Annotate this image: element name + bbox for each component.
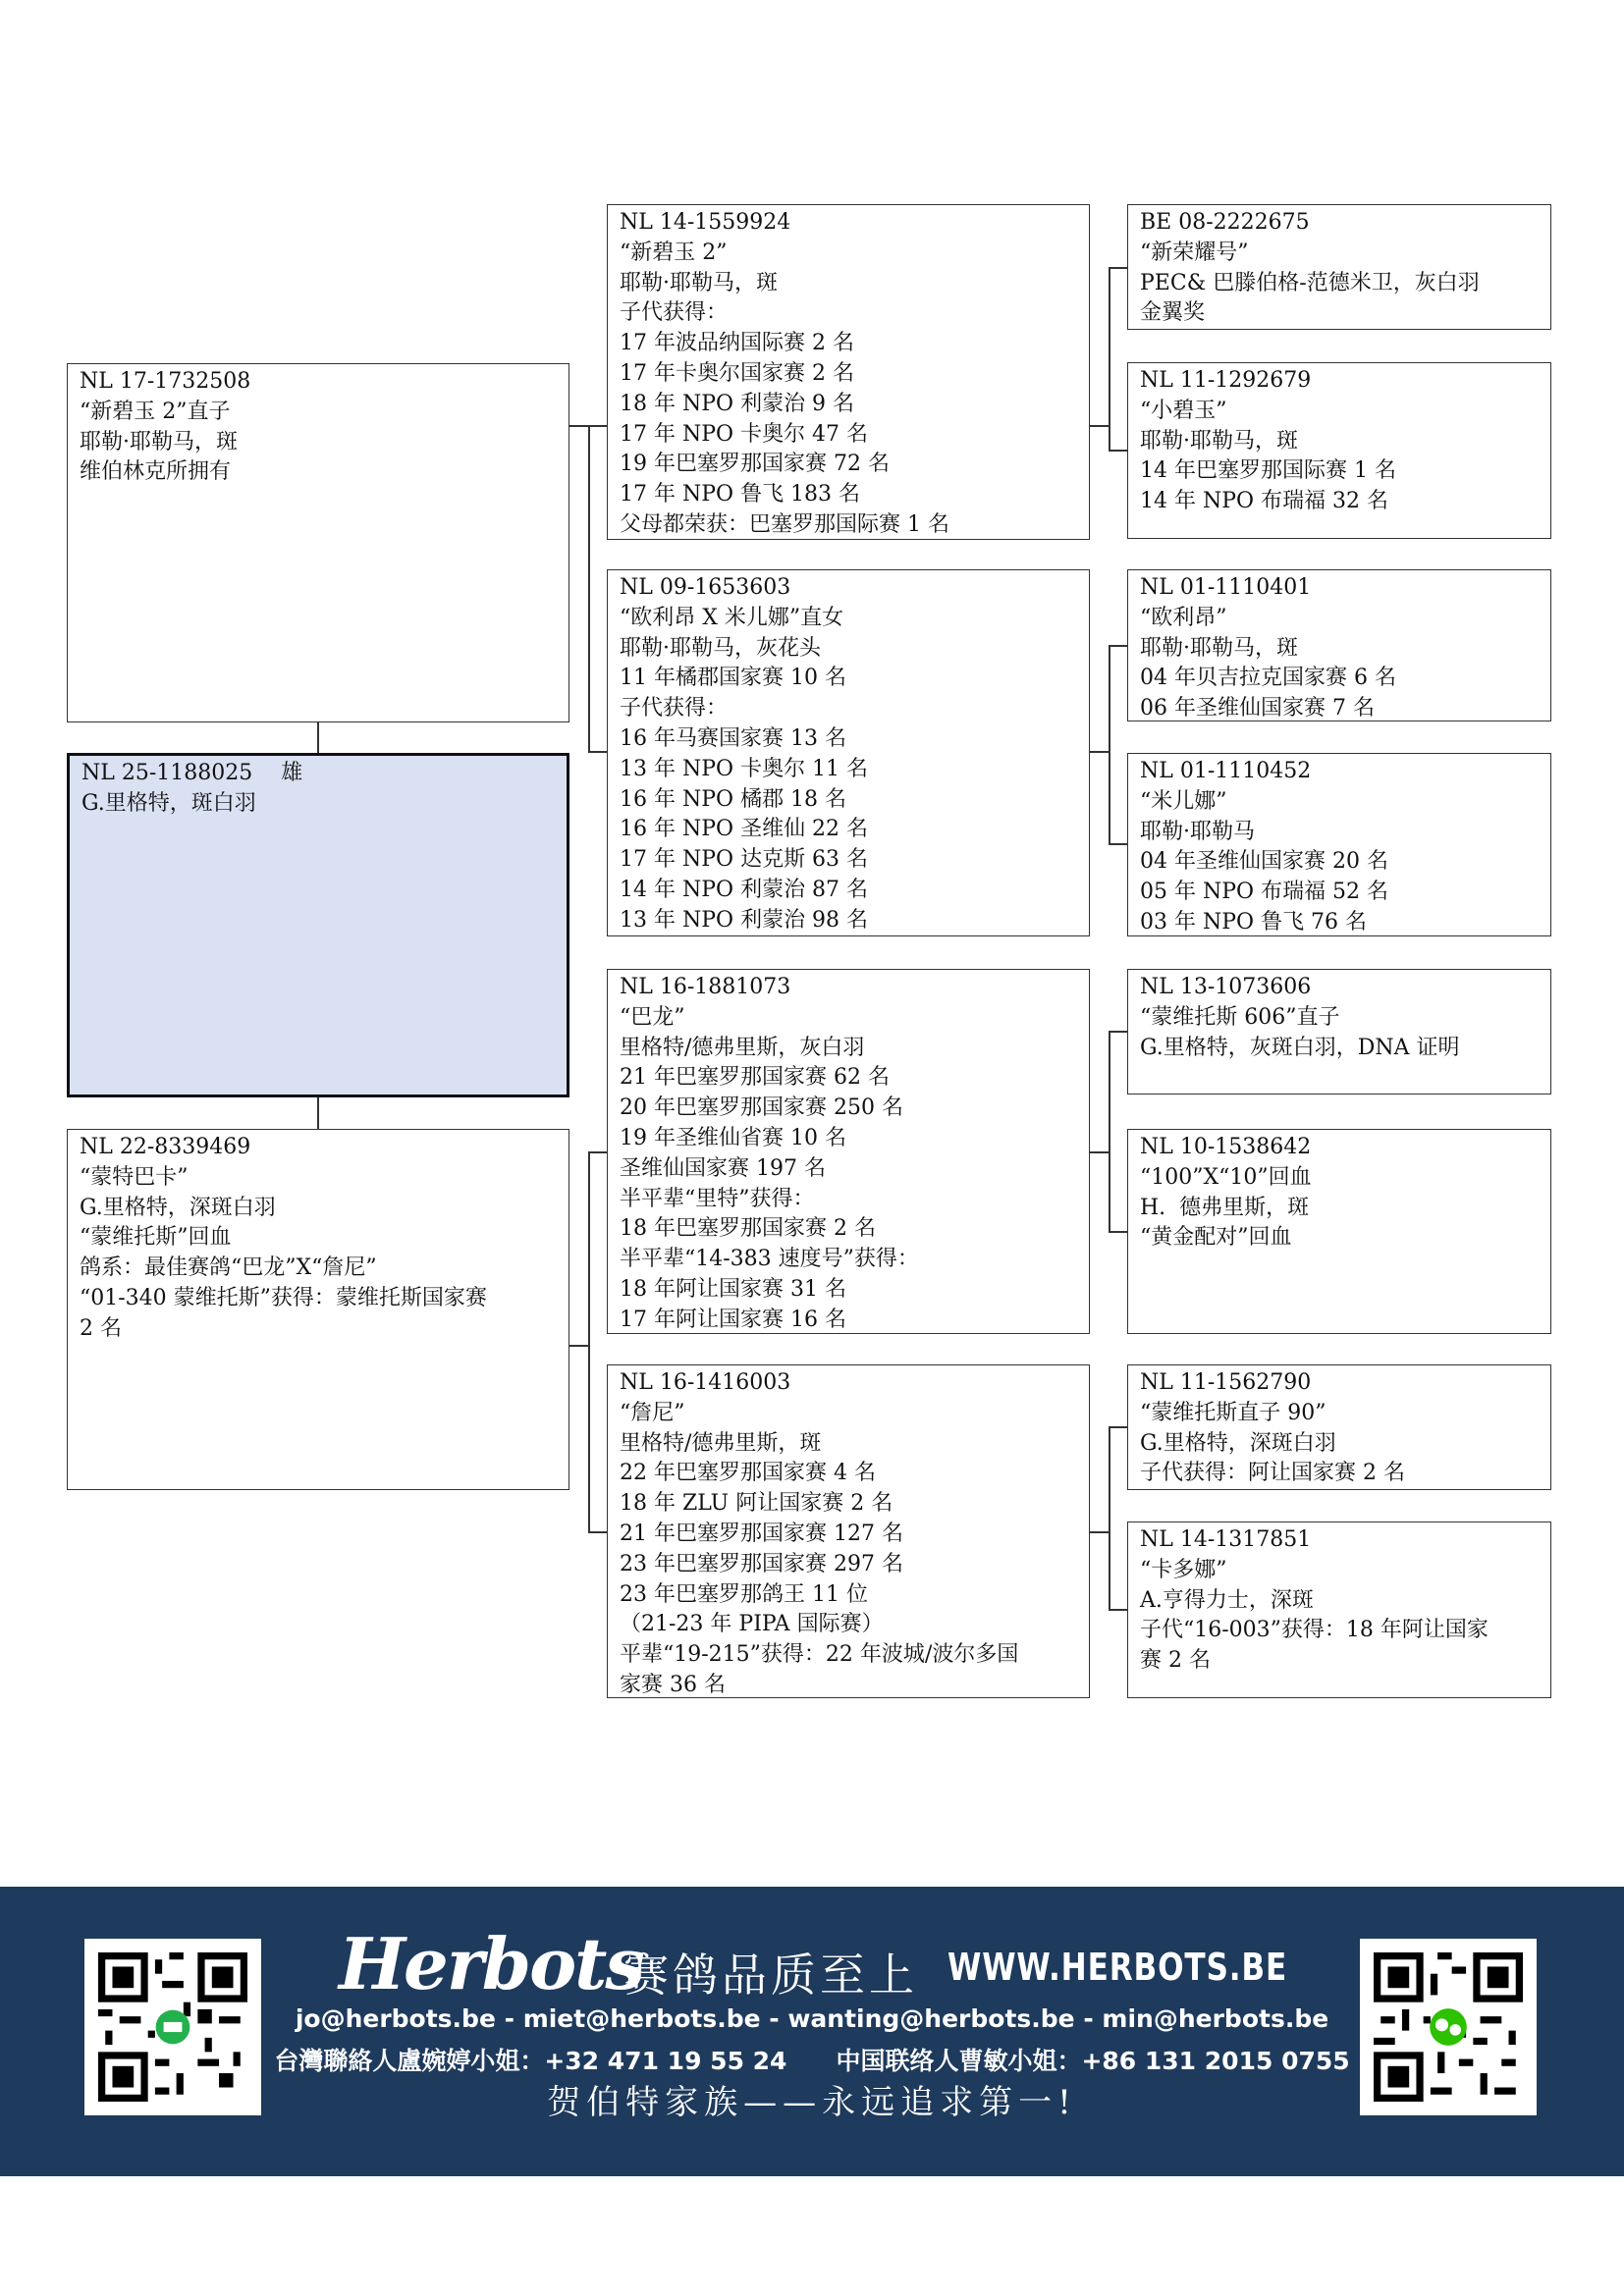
- ring-number: NL 17-1732508: [80, 369, 251, 394]
- pedigree-line: “100”X“10”回血: [1140, 1164, 1312, 1190]
- great-grandparent-card-7: [1127, 1364, 1551, 1490]
- connector-ds-to-g6: [1109, 1231, 1127, 1233]
- pedigree-line: 03 年 NPO 鲁飞 76 名: [1140, 909, 1368, 934]
- pedigree-line: “新碧玉 2”: [620, 240, 728, 265]
- great-grandparent-card-2: [1127, 362, 1551, 539]
- pedigree-line: 耶勒·耶勒马，斑: [1140, 428, 1298, 454]
- great-grandparent-card-6: [1127, 1129, 1551, 1334]
- footer-banner: [0, 1887, 1624, 2176]
- pedigree-line: 里格特/德弗里斯，灰白羽: [620, 1035, 865, 1060]
- connector-ss-to-g1: [1109, 267, 1127, 269]
- pedigree-line: 耶勒·耶勒马，斑: [620, 270, 778, 295]
- pedigree-line: 06 年圣维仙国家赛 7 名: [1140, 696, 1375, 721]
- pedigree-line: 18 年巴塞罗那国家赛 2 名: [620, 1216, 876, 1242]
- sire-card: [67, 363, 569, 722]
- pedigree-line: 16 年 NPO 圣维仙 22 名: [620, 817, 869, 842]
- pedigree-line: 耶勒·耶勒马，斑: [1140, 635, 1298, 661]
- connector-sd-h: [1090, 751, 1110, 753]
- connector-ds-v: [1109, 1031, 1110, 1233]
- pedigree-line: 半平辈“里特”获得：: [620, 1186, 815, 1211]
- connector-ss-to-g2: [1109, 450, 1127, 452]
- pedigree-line: “黄金配对”回血: [1140, 1225, 1292, 1251]
- pedigree-line: “小碧玉”: [1140, 398, 1227, 423]
- connector-dam-h: [569, 1345, 589, 1347]
- pedigree-line: 金翼奖: [1140, 300, 1206, 326]
- great-grandparent-card-8: [1127, 1522, 1551, 1698]
- pedigree-line: 05 年 NPO 布瑞福 52 名: [1140, 880, 1389, 905]
- pedigree-line: G.里格特，深斑白羽: [1140, 1430, 1336, 1456]
- connector-dd-to-g7: [1109, 1426, 1127, 1428]
- ring-number: NL 14-1317851: [1140, 1527, 1312, 1552]
- pedigree-line: “卡多娜”: [1140, 1557, 1227, 1582]
- pedigree-line: G.里格特，深斑白羽: [80, 1195, 276, 1220]
- subject-card: [67, 753, 569, 1097]
- connector-sd-to-g3: [1109, 645, 1127, 647]
- pedigree-line: 17 年 NPO 达克斯 63 名: [620, 847, 869, 873]
- sire-sire-card: [607, 204, 1090, 540]
- brand-row: [339, 1922, 1288, 2005]
- connector-dam-to-ds: [588, 1151, 607, 1153]
- connector-ds-to-g5: [1109, 1031, 1127, 1033]
- pedigree-line: 14 年巴塞罗那国际赛 1 名: [1140, 458, 1396, 484]
- pedigree-line: 鸽系：最佳赛鸽“巴龙”X“詹尼”: [80, 1255, 377, 1281]
- pedigree-line: “蒙特巴卡”: [80, 1164, 189, 1190]
- connector-dd-to-g8: [1109, 1609, 1127, 1611]
- connector-sire-v: [588, 425, 590, 752]
- pedigree-line: 维伯林克所拥有: [80, 459, 232, 485]
- pedigree-line: “巴龙”: [620, 1004, 685, 1030]
- pedigree-line: 17 年阿让国家赛 16 名: [620, 1307, 846, 1332]
- ring-number: NL 10-1538642: [1140, 1135, 1312, 1159]
- pedigree-line: 2 名: [80, 1315, 122, 1341]
- great-grandparent-card-3: [1127, 569, 1551, 721]
- connector-dd-v: [1109, 1426, 1110, 1611]
- connector-sire-subject: [317, 722, 319, 753]
- pedigree-line: G.里格特，斑白羽: [81, 790, 256, 816]
- pedigree-line: 耶勒·耶勒马，斑: [80, 429, 238, 454]
- pedigree-line: PEC& 巴滕伯格-范德米卫，灰白羽: [1140, 270, 1480, 295]
- great-grandparent-card-5: [1127, 969, 1551, 1095]
- sire-dam-card: [607, 569, 1090, 936]
- pedigree-line: “欧利昂”: [1140, 605, 1227, 630]
- pedigree-line: 耶勒·耶勒马: [1140, 819, 1255, 844]
- connector-sire-to-sd: [588, 751, 607, 753]
- pedigree-line: “蒙维托斯”回血: [80, 1225, 232, 1251]
- pedigree-line: A.亨得力士，深斑: [1140, 1587, 1314, 1613]
- family-slogan: 贺伯特家族——永远追求第一!: [547, 2083, 1077, 2122]
- pedigree-line: 子代获得：: [620, 696, 729, 721]
- connector-sd-to-g4: [1109, 843, 1127, 845]
- pedigree-line: 14 年 NPO 布瑞福 32 名: [1140, 489, 1389, 514]
- ring-number: NL 09-1653603: [620, 575, 791, 600]
- ring-number: NL 11-1562790: [1140, 1370, 1312, 1395]
- pedigree-line: 21 年巴塞罗那国家赛 127 名: [620, 1521, 903, 1546]
- website-link[interactable]: WWW.HERBOTS.BE: [947, 1946, 1288, 1989]
- pedigree-line: 子代获得：阿让国家赛 2 名: [1140, 1461, 1405, 1486]
- pedigree-line: 17 年卡奥尔国家赛 2 名: [620, 360, 854, 386]
- wechat-icon: [1374, 1952, 1523, 2102]
- pedigree-line: G.里格特，灰斑白羽，DNA 证明: [1140, 1035, 1460, 1060]
- pedigree-line: 父母都荣获：巴塞罗那国际赛 1 名: [620, 511, 949, 537]
- ring-number: BE 08-2222675: [1140, 210, 1310, 235]
- pedigree-line: “蒙维托斯 606”直子: [1140, 1004, 1340, 1030]
- email-list[interactable]: jo@herbots.be - miet@herbots.be - wanting@herbots.be - min@herbots.be: [295, 2004, 1329, 2033]
- brand-tagline: 赛鸽品质至上: [623, 1949, 918, 2002]
- dam-sire-card: [607, 969, 1090, 1334]
- ring-number: NL 25-1188025 雄: [81, 761, 303, 785]
- pedigree-line: 14 年 NPO 利蒙治 87 名: [620, 877, 869, 902]
- pedigree-line: “新碧玉 2”直子: [80, 399, 231, 424]
- connector-dd-h: [1090, 1531, 1110, 1533]
- connector-dam-to-dd: [588, 1531, 607, 1533]
- pedigree-line: 半平辈“14-383 速度号”获得：: [620, 1247, 919, 1272]
- ring-number: NL 11-1292679: [1140, 368, 1312, 393]
- pedigree-line: 平辈“19-215”获得：22 年波城/波尔多国: [620, 1642, 1019, 1668]
- pedigree-line: 23 年巴塞罗那鸽王 11 位: [620, 1581, 868, 1607]
- pedigree-line: 子代获得：: [620, 300, 729, 326]
- pedigree-line: 18 年阿让国家赛 31 名: [620, 1276, 846, 1302]
- connector-subject-dam: [317, 1097, 319, 1129]
- pedigree-line: 18 年 NPO 利蒙治 9 名: [620, 391, 855, 416]
- pedigree-line: “蒙维托斯直子 90”: [1140, 1400, 1326, 1425]
- pedigree-line: 04 年贝吉拉克国家赛 6 名: [1140, 666, 1396, 691]
- pedigree-line: 16 年马赛国家赛 13 名: [620, 725, 846, 751]
- ring-number: NL 13-1073606: [1140, 975, 1312, 999]
- pedigree-line: 16 年 NPO 橘郡 18 名: [620, 786, 847, 812]
- connector-dam-v: [588, 1151, 590, 1533]
- pedigree-line: 13 年 NPO 利蒙治 98 名: [620, 907, 869, 933]
- pedigree-line: H. 德弗里斯，斑: [1140, 1195, 1310, 1220]
- contact-phones: 台灣聯絡人盧婉婷小姐：+32 471 19 55 24 中国联络人曹敏小姐：+86 131 2015 0755: [274, 2047, 1350, 2075]
- pedigree-line: 22 年巴塞罗那国家赛 4 名: [620, 1461, 876, 1486]
- pedigree-line: 20 年巴塞罗那国家赛 250 名: [620, 1095, 903, 1121]
- pedigree-line: “欧利昂 X 米儿娜”直女: [620, 605, 844, 630]
- pedigree-line: 21 年巴塞罗那国家赛 62 名: [620, 1065, 890, 1091]
- pedigree-line: 19 年巴塞罗那国家赛 72 名: [620, 452, 890, 477]
- pedigree-line: 17 年 NPO 鲁飞 183 名: [620, 482, 861, 507]
- ring-number: NL 01-1110401: [1140, 575, 1312, 600]
- pedigree-line: 18 年 ZLU 阿让国家赛 2 名: [620, 1491, 893, 1517]
- pedigree-line: 17 年波品纳国际赛 2 名: [620, 331, 854, 356]
- pedigree-line: “01-340 蒙维托斯”获得：蒙维托斯国家赛: [80, 1285, 487, 1310]
- pedigree-line: “米儿娜”: [1140, 788, 1227, 814]
- ring-number: NL 16-1881073: [620, 975, 791, 999]
- herbots-logo: Herbots: [339, 1922, 643, 2005]
- great-grandparent-card-4: [1127, 753, 1551, 936]
- pedigree-line: （21-23 年 PIPA 国际赛）: [620, 1612, 884, 1637]
- connector-sire-h: [569, 425, 589, 427]
- pedigree-line: 赛 2 名: [1140, 1648, 1211, 1674]
- dam-dam-card: [607, 1364, 1090, 1698]
- ring-number: NL 16-1416003: [620, 1370, 791, 1395]
- pedigree-line: 耶勒·耶勒马，灰花头: [620, 635, 821, 661]
- pedigree-line: 圣维仙国家赛 197 名: [620, 1155, 826, 1181]
- wechat-qr-code[interactable]: [1360, 1939, 1537, 2115]
- connector-ss-h: [1090, 425, 1110, 427]
- pedigree-line: 23 年巴塞罗那国家赛 297 名: [620, 1551, 903, 1576]
- connector-ds-h: [1090, 1151, 1110, 1153]
- pedigree-line: 子代“16-003”获得：18 年阿让国家: [1140, 1618, 1489, 1643]
- pedigree-line: 家赛 36 名: [620, 1672, 726, 1697]
- pedigree-line: 13 年 NPO 卡奥尔 11 名: [620, 756, 869, 781]
- dam-card: [67, 1129, 569, 1490]
- ring-number: NL 22-8339469: [80, 1135, 251, 1159]
- pedigree-line: “詹尼”: [620, 1400, 685, 1425]
- pedigree-line: 19 年圣维仙省赛 10 名: [620, 1125, 846, 1150]
- ring-number: NL 14-1559924: [620, 210, 791, 235]
- pedigree-line: 04 年圣维仙国家赛 20 名: [1140, 849, 1388, 875]
- connector-ss-v: [1109, 267, 1110, 452]
- pedigree-line: “新荣耀号”: [1140, 240, 1249, 265]
- connector-sd-v: [1109, 645, 1110, 845]
- pedigree-line: 11 年橘郡国家赛 10 名: [620, 666, 846, 691]
- pedigree-line: 里格特/德弗里斯，斑: [620, 1430, 822, 1456]
- ring-number: NL 01-1110452: [1140, 759, 1312, 783]
- connector-sire-to-ss: [588, 425, 607, 427]
- great-grandparent-card-1: [1127, 204, 1551, 330]
- pedigree-line: 17 年 NPO 卡奥尔 47 名: [620, 421, 869, 447]
